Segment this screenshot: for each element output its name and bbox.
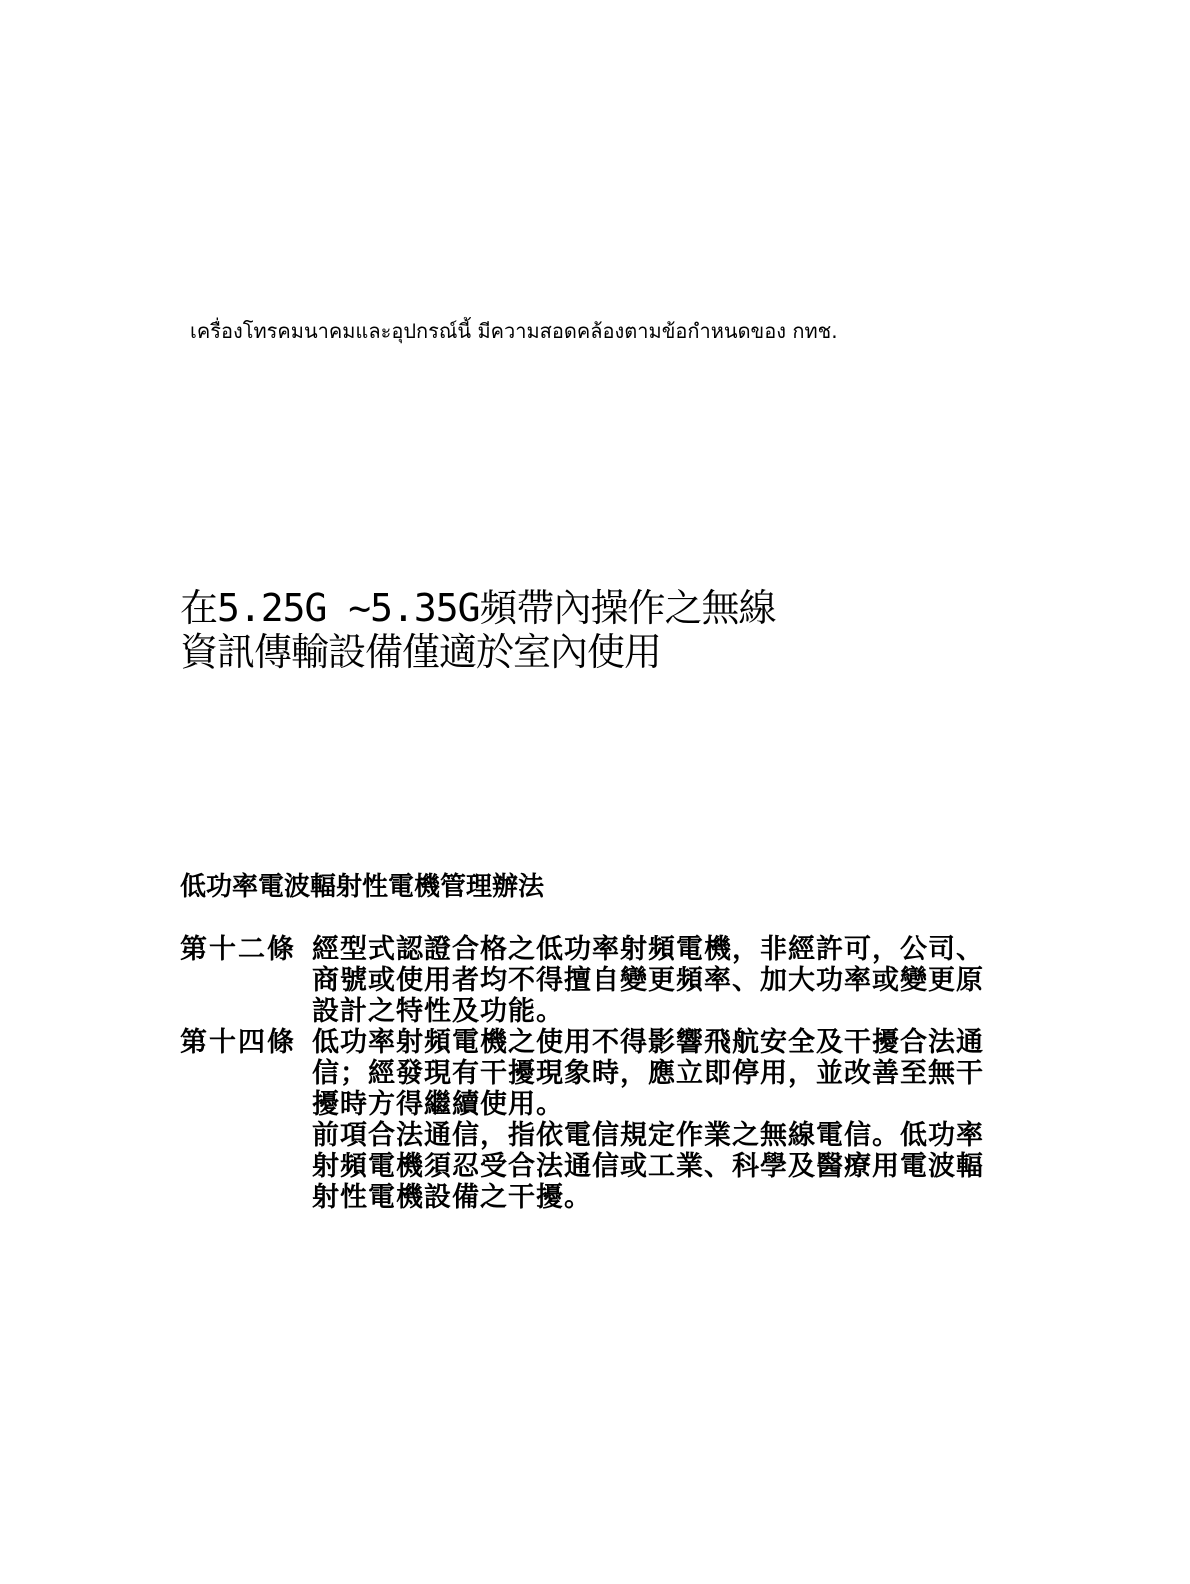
article-14-body — [312, 1027, 1070, 1213]
thai-compliance-notice: เครื่องโทรคมนาคมและอุปกรณ์นี้ มีความสอดคล้องตามข้อกำหนดของ กทช. — [190, 319, 838, 343]
article-14 — [180, 1027, 1070, 1213]
article-14-line: 前項合法通信，指依電信規定作業之無線電信。低功率 — [312, 1120, 984, 1151]
regulation-articles — [180, 934, 1070, 1213]
article-12-body — [312, 934, 1070, 1027]
article-12-line: 設計之特性及功能。 — [312, 996, 564, 1027]
article-12 — [180, 934, 1070, 1027]
article-14-line: 低功率射頻電機之使用不得影響飛航安全及干擾合法通 — [312, 1027, 984, 1058]
indoor-notice-line-1: 在5.25G ~5.35G頻帶內操作之無線 — [180, 586, 776, 630]
indoor-notice-line-2: 資訊傳輸設備僅適於室內使用 — [180, 630, 662, 674]
article-12-line: 商號或使用者均不得擅自變更頻率、加大功率或變更原 — [312, 965, 984, 996]
indoor-use-notice — [180, 586, 880, 674]
article-12-line: 經型式認證合格之低功率射頻電機，非經許可，公司、 — [312, 934, 984, 965]
article-14-line: 射頻電機須忍受合法通信或工業、科學及醫療用電波輻 — [312, 1151, 984, 1182]
article-14-line: 射性電機設備之干擾。 — [312, 1182, 592, 1213]
article-14-line: 信；經發現有干擾現象時，應立即停用，並改善至無干 — [312, 1058, 984, 1089]
article-14-label: 第十四條 — [180, 1027, 296, 1058]
regulation-title: 低功率電波輻射性電機管理辦法 — [180, 872, 545, 902]
article-14-line: 擾時方得繼續使用。 — [312, 1089, 564, 1120]
article-12-label: 第十二條 — [180, 934, 296, 965]
